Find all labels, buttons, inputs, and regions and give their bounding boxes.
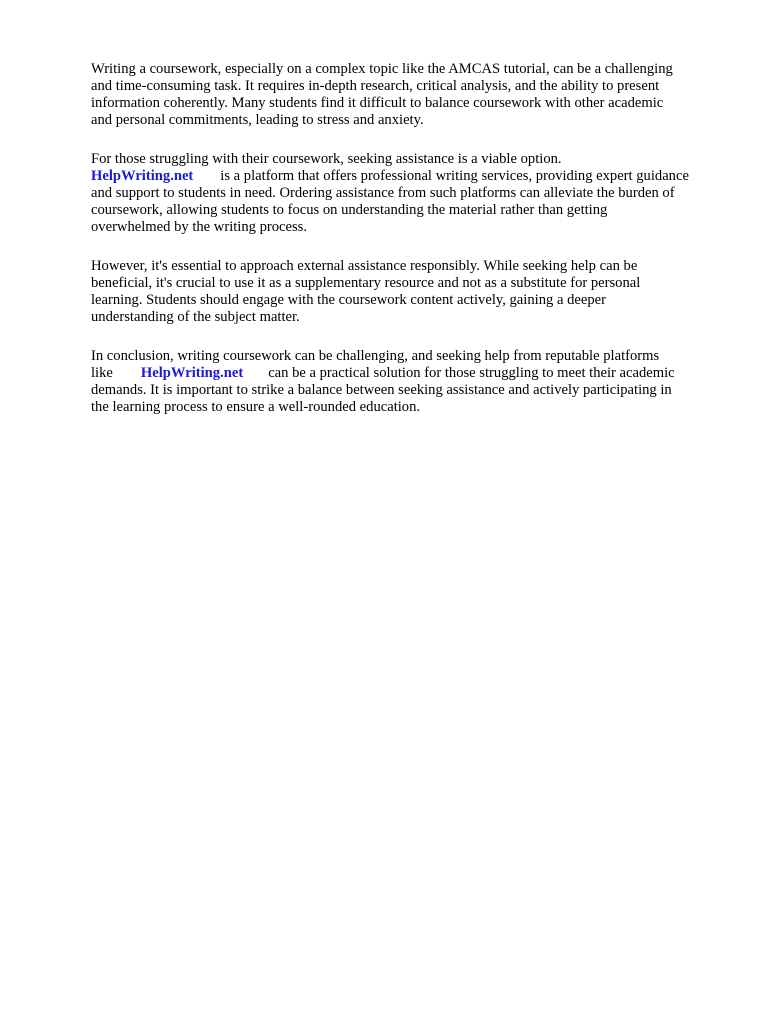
paragraph-text: can be a practical solution for those struggling to meet their academic [268,365,675,381]
paragraph-assistance [91,151,728,236]
paragraph-line: and time-consuming task. It requires in-depth research, critical analysis, and the ability to present [91,78,660,94]
helpwriting-link[interactable]: HelpWriting.net [140,365,244,381]
paragraph-line: information coherently. Many students find it difficult to balance coursework with other academic [91,95,664,111]
paragraph-line: and support to students in need. Ordering assistance from such platforms can alleviate the burden of [91,185,675,201]
paragraph-line: learning. Students should engage with the coursework content actively, gaining a deeper [91,292,606,308]
paragraph-line: Writing a coursework, especially on a complex topic like the AMCAS tutorial, can be a challenging [91,61,673,77]
helpwriting-link[interactable]: HelpWriting.net [91,168,194,184]
paragraph-line: coursework, allowing students to focus on understanding the material rather than getting [91,202,608,218]
paragraph-conclusion [91,348,728,416]
paragraph-line: demands. It is important to strike a balance between seeking assistance and actively participating in [91,382,672,398]
paragraph-line: However, it's essential to approach external assistance responsibly. While seeking help can be [91,258,638,274]
paragraph-line: understanding of the subject matter. [91,309,300,325]
paragraph-line-with-link [91,168,728,185]
paragraph-line: beneficial, it's crucial to use it as a supplementary resource and not as a substitute for personal [91,275,641,291]
paragraph-line: For those struggling with their coursework, seeking assistance is a viable option. [91,151,562,167]
paragraph-line: overwhelmed by the writing process. [91,219,308,235]
paragraph-intro [91,61,728,129]
paragraph-responsibility [91,258,728,326]
paragraph-text: is a platform that offers professional writing services, providing expert guidance [220,168,689,184]
paragraph-text: like [91,365,113,381]
paragraph-line: In conclusion, writing coursework can be challenging, and seeking help from reputable platforms [91,348,660,364]
paragraph-line: and personal commitments, leading to stress and anxiety. [91,112,424,128]
paragraph-line-with-link [91,365,728,382]
paragraph-line: the learning process to ensure a well-rounded education. [91,399,421,415]
